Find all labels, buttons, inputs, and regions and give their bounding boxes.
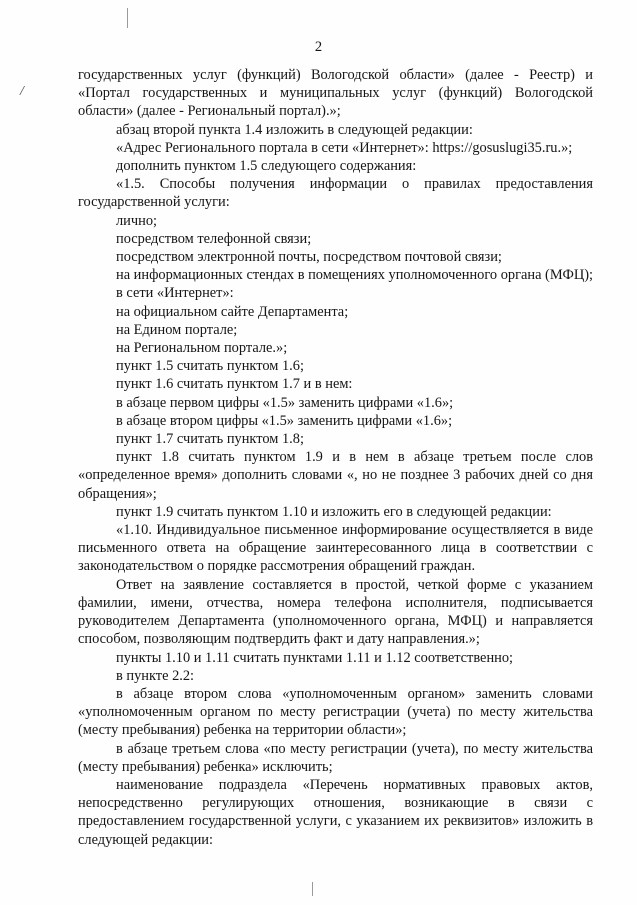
paragraph: наименование подраздела «Перечень нормативных правовых актов, непосредственно регулирующих отношения, возникающие в связи с предоставлением государственной услуги, с указанием их реквизитов» изложить в следующей редакции:: [78, 776, 593, 848]
scan-artifact-line: [312, 882, 313, 896]
paragraph: в абзаце втором слова «уполномоченным органом» заменить словами «уполномоченным органом по месту регистрации (учета) по месту жительства (месту пребывания) ребенка на территории области»;: [78, 685, 593, 739]
paragraph: дополнить пунктом 1.5 следующего содержания:: [116, 158, 417, 175]
paragraph: на информационных стендах в помещениях уполномоченного органа (МФЦ);: [116, 267, 594, 284]
page-number: 2: [314, 39, 323, 55]
paragraph: на Региональном портале.»;: [116, 340, 288, 357]
paragraph: в абзаце третьем слова «по месту регистрации (учета), по месту жительства (месту пребывания) ребенка» исключить;: [78, 740, 593, 775]
paragraph: пункты 1.10 и 1.11 считать пунктами 1.11 и 1.12 соответственно;: [116, 649, 514, 666]
margin-tick-mark: /: [20, 84, 24, 99]
paragraph: пункт 1.5 считать пунктом 1.6;: [116, 358, 304, 375]
paragraph: пункт 1.8 считать пунктом 1.9 и в нем в абзаце третьем после слов «определенное время» дополнить словами «, но не позднее 3 рабочих дней со дня обращения»;: [78, 449, 593, 502]
paragraph: лично;: [116, 212, 158, 229]
paragraph: абзац второй пункта 1.4 изложить в следующей редакции:: [116, 121, 473, 138]
paragraph: в пункте 2.2:: [116, 667, 195, 684]
paragraph: в абзаце втором цифры «1.5» заменить цифрами «1.6»;: [116, 412, 453, 429]
scan-artifact-line: [127, 8, 128, 28]
paragraph: в сети «Интернет»:: [116, 285, 234, 302]
document-body: [78, 66, 593, 849]
paragraph: пункт 1.6 считать пунктом 1.7 и в нем:: [116, 376, 353, 393]
paragraph: государственных услуг (функций) Вологодской области» (далее - Реестр) и «Портал государственных и муниципальных услуг (функций) Вологодской области» (далее - Региональный портал).»;: [78, 67, 593, 120]
paragraph: Ответ на заявление составляется в простой, четкой форме с указанием фамилии, имени, отчества, номера телефона исполнителя, подписывается руководителем Департамента (уполномоченного органа, МФЦ) и направляется способом, позволяющим подтвердить факт и дату направления.»;: [78, 576, 593, 648]
paragraph: посредством электронной почты, посредством почтовой связи;: [116, 249, 502, 266]
paragraph: «1.5. Способы получения информации о правилах предоставления государственной услуги:: [78, 176, 593, 211]
paragraph: пункт 1.9 считать пунктом 1.10 и изложить его в следующей редакции:: [116, 503, 552, 520]
paragraph: «1.10. Индивидуальное письменное информирование осуществляется в виде письменного ответа на обращение заинтересованного лица в соответствии с законодательством о порядке рассмотрения обращений граждан.: [78, 522, 593, 575]
paragraph: пункт 1.7 считать пунктом 1.8;: [116, 431, 304, 448]
paragraph: на Едином портале;: [116, 321, 238, 338]
paragraph: на официальном сайте Департамента;: [116, 303, 349, 320]
paragraph: в абзаце первом цифры «1.5» заменить цифрами «1.6»;: [116, 394, 454, 411]
paragraph: «Адрес Регионального портала в сети «Интернет»: https://gosuslugi35.ru.»;: [116, 139, 573, 156]
paragraph: посредством телефонной связи;: [116, 230, 312, 247]
